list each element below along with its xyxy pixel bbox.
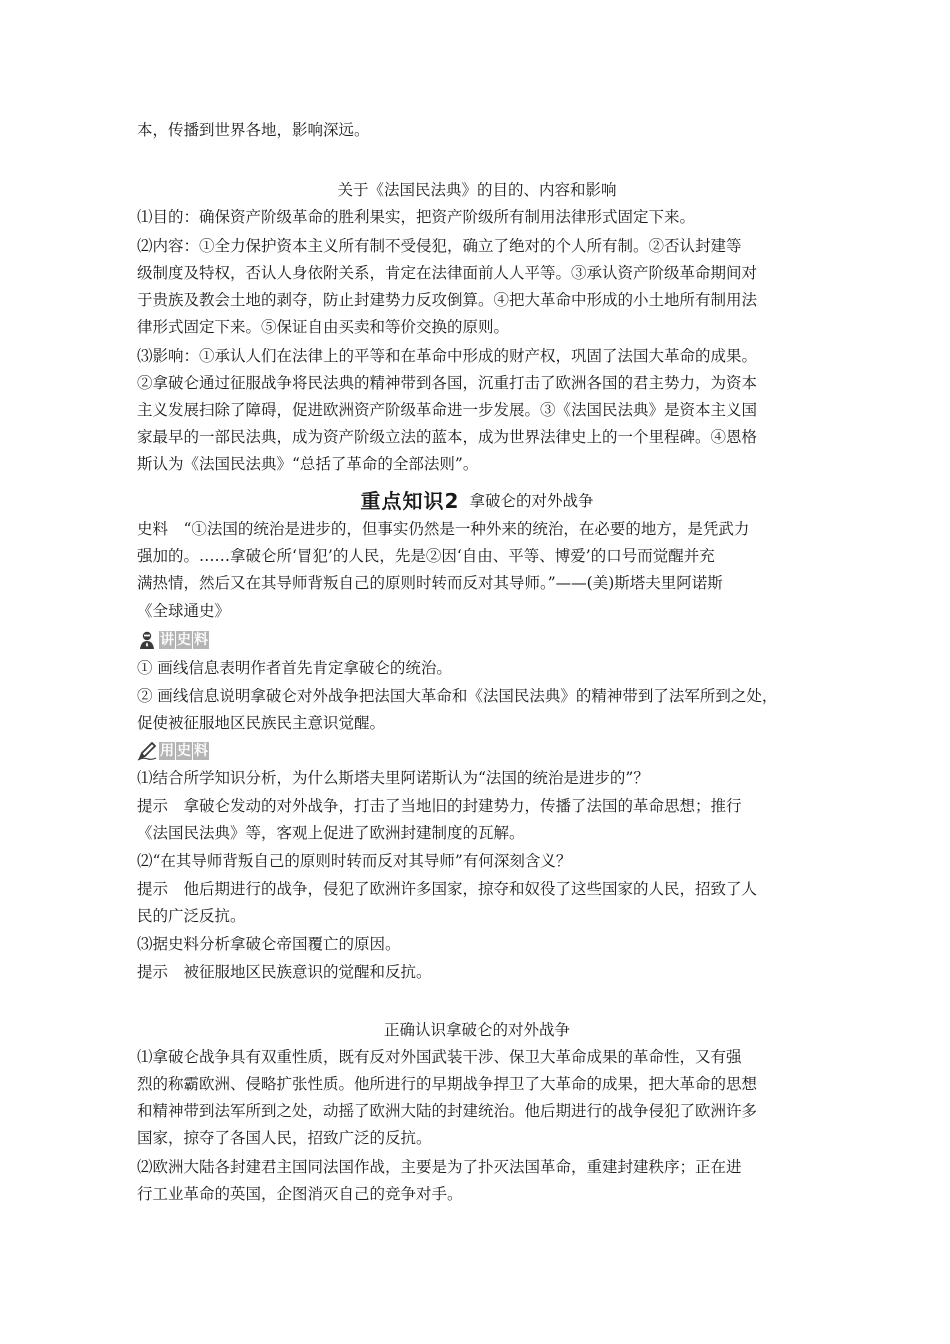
text-line: 促使被征服地区民族民主意识觉醒。 [137, 714, 386, 732]
key-point-heading [137, 485, 817, 514]
text-line: ②拿破仑通过征服战争将民法典的精神带到各国，沉重打击了欧洲各国的君主势力，为资本 [137, 374, 758, 392]
text-line: 本，传播到世界各地，影响深远。 [137, 121, 370, 139]
text-line: ⑵内容：①全力保护资本主义所有制不受侵犯，确立了绝对的个人所有制。②否认封建等 [137, 237, 742, 255]
question-line: ⑵“在其导师背叛自己的原则时转而反对其导师”有何深刻含义？ [137, 852, 572, 870]
text-line: 律形式固定下来。⑤保证自由买卖和等价交换的原则。 [137, 318, 510, 336]
tag-char: 料 [194, 632, 208, 648]
text-line: ① 画线信息表明作者首先肯定拿破仑的统治。 [137, 659, 452, 677]
pen-icon [137, 741, 157, 761]
explain-source-tag [137, 630, 210, 650]
use-source-tag [137, 741, 210, 761]
source-text-line: 满热情，然后又在其导师背叛自己的原则时转而反对其导师。”——(美)斯塔夫里阿诺斯 [137, 574, 723, 592]
tag-char: 料 [194, 743, 208, 759]
text-line: 烈的称霸欧洲、侵略扩张性质。他所进行的早期战争捍卫了大革命的成果，把大革命的思想 [137, 1075, 758, 1093]
text-line: 斯认为《法国民法典》“总括了革命的全部法则”。 [137, 455, 479, 473]
section-title-napoleon-wars: 正确认识拿破仑的对外战争 [383, 1021, 570, 1039]
tag-char: 史 [177, 632, 191, 648]
section-title-code-napoleon: 关于《法国民法典》的目的、内容和影响 [337, 181, 617, 199]
source-text-line: 强加的。……拿破仑所‘冒犯’的人民，先是②因‘自由、平等、博爱’的口号而觉醒并充 [137, 547, 715, 565]
tag-char: 讲 [160, 632, 174, 648]
text-line: 级制度及特权，否认人身依附关系，肯定在法律面前人人平等。③承认资产阶级革命期间对 [137, 264, 758, 282]
key-point-title: 重点知识2 [360, 489, 460, 513]
question-line: ⑶据史料分析拿破仑帝国覆亡的原因。 [137, 935, 401, 953]
text-line: 于贵族及教会土地的剥夺，防止封建势力反攻倒算。④把大革命中形成的小土地所有制用法 [137, 291, 758, 309]
text-line: ⑴目的：确保资产阶级革命的胜利果实，把资产阶级所有制用法律形式固定下来。 [137, 208, 696, 226]
text-line: ⑶影响：①承认人们在法律上的平等和在革命中形成的财产权，巩固了法国大革命的成果。 [137, 347, 758, 365]
text-line: 行工业革命的英国，企图消灭自己的竞争对手。 [137, 1185, 463, 1203]
text-line: 国家，掠夺了各国人民，招致广泛的反抗。 [137, 1129, 432, 1147]
source-citation: 《全球通史》 [137, 602, 231, 620]
hint-line: 提示 被征服地区民族意识的觉醒和反抗。 [137, 963, 432, 981]
text-line: ② 画线信息说明拿破仑对外战争把法国大革命和《法国民法典》的精神带到了法军所到之处， [137, 687, 778, 705]
tag-char: 用 [160, 743, 174, 759]
text-line: 和精神带到法军所到之处，动摇了欧洲大陆的封建统治。他后期进行的战争侵犯了欧洲许多 [137, 1102, 758, 1120]
hint-line: 《法国民法典》等，客观上促进了欧洲封建制度的瓦解。 [137, 824, 525, 842]
text-line: 主义发展扫除了障碍，促进欧洲资产阶级革命进一步发展。③《法国民法典》是资本主义国 [137, 401, 758, 419]
tag-char: 史 [177, 743, 191, 759]
text-line: 家最早的一部民法典，成为资产阶级立法的蓝本，成为世界法律史上的一个里程碑。④恩格 [137, 428, 758, 446]
teacher-icon [137, 630, 157, 650]
text-line: ⑴拿破仑战争具有双重性质，既有反对外国武装干涉、保卫大革命成果的革命性，又有强 [137, 1048, 742, 1066]
hint-line: 民的广泛反抗。 [137, 907, 246, 925]
hint-line: 提示 拿破仑发动的对外战争，打击了当地旧的封建势力，传播了法国的革命思想；推行 [137, 797, 742, 815]
source-text-line: 史料 “①法国的统治是进步的，但事实仍然是一种外来的统治，在必要的地方，是凭武力 [137, 520, 750, 538]
key-point-subtitle: 拿破仑的对外战争 [469, 491, 594, 510]
question-line: ⑴结合所学知识分析，为什么斯塔夫里阿诺斯认为“法国的统治是进步的”？ [137, 769, 649, 787]
hint-line: 提示 他后期进行的战争，侵犯了欧洲许多国家，掠夺和奴役了这些国家的人民，招致了人 [137, 880, 758, 898]
text-line: ⑵欧洲大陆各封建君主国同法国作战，主要是为了扑灭法国革命，重建封建秩序；正在进 [137, 1158, 742, 1176]
